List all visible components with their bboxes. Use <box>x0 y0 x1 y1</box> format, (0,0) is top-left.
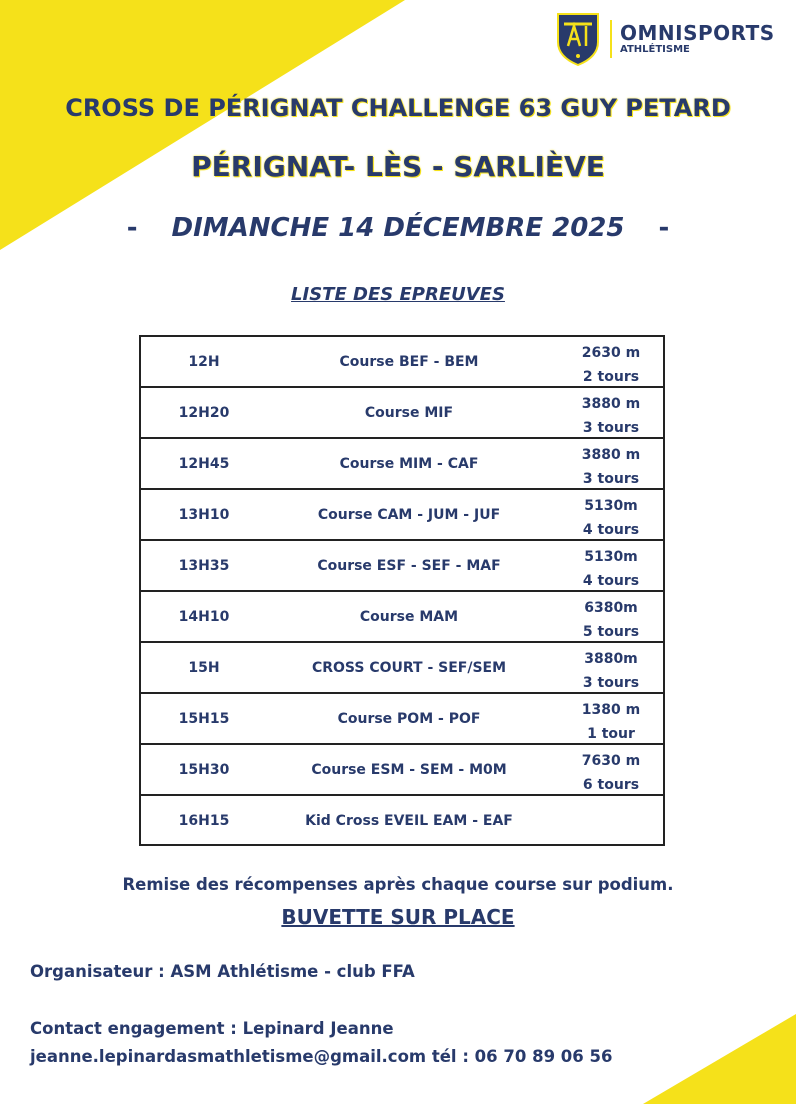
events-table <box>139 335 665 846</box>
event-distance-cell <box>559 596 663 644</box>
event-race: Course MIM - CAF <box>339 456 479 472</box>
logo-line2: ATHLÉTISME <box>620 44 690 55</box>
logo-text <box>620 22 775 56</box>
event-laps: 3 tours <box>582 420 640 436</box>
table-row <box>141 388 663 439</box>
event-race: Course POM - POF <box>337 711 481 727</box>
yellow-corner-bottom-right <box>643 1014 796 1104</box>
event-distance: 3880 m <box>581 396 641 412</box>
event-distance-cell <box>559 392 663 440</box>
event-distance: 3880m <box>584 651 638 667</box>
event-race: CROSS COURT - SEF/SEM <box>311 660 507 676</box>
event-distance-cell <box>559 647 663 695</box>
event-distance: 6380m <box>584 600 638 616</box>
event-laps: 4 tours <box>582 522 640 538</box>
organizer-info: Organisateur : ASM Athlétisme - club FFA <box>30 962 415 981</box>
asm-shield-icon <box>556 12 600 66</box>
date-dash-right: - <box>658 213 670 243</box>
event-distance: 5130m <box>584 549 638 565</box>
contact-details: jeanne.lepinardasmathletisme@gmail.com tél : 06 70 89 06 56 <box>30 1047 613 1066</box>
event-time: 12H20 <box>178 405 230 421</box>
table-row <box>141 592 663 643</box>
table-row <box>141 796 663 846</box>
event-laps: 3 tours <box>582 675 640 691</box>
event-date <box>0 213 796 243</box>
table-row <box>141 694 663 745</box>
event-time: 15H <box>188 660 220 676</box>
event-laps: 6 tours <box>582 777 640 793</box>
event-distance-cell <box>559 545 663 593</box>
event-distance-cell <box>559 698 663 746</box>
event-laps: 1 tour <box>587 726 635 742</box>
event-distance: 2630 m <box>581 345 641 361</box>
event-race: Kid Cross EVEIL EAM - EAF <box>305 813 513 829</box>
logo-line1: OMNISPORTS <box>620 21 775 45</box>
buvette-note: BUVETTE SUR PLACE <box>281 905 515 929</box>
event-time: 13H10 <box>178 507 230 523</box>
event-time: 14H10 <box>178 609 230 625</box>
event-title: CROSS DE PÉRIGNAT CHALLENGE 63 GUY PETARD <box>65 94 731 122</box>
event-time: 12H45 <box>178 456 230 472</box>
event-race: Course ESF - SEF - MAF <box>317 558 501 574</box>
event-time: 15H30 <box>178 762 230 778</box>
contact-name: Contact engagement : Lepinard Jeanne <box>30 1019 394 1038</box>
table-row <box>141 745 663 796</box>
event-distance: 1380 m <box>581 702 641 718</box>
event-time: 16H15 <box>178 813 230 829</box>
date-text: DIMANCHE 14 DÉCEMBRE 2025 <box>171 213 625 243</box>
event-distance: 3880 m <box>581 447 641 463</box>
event-race: Course CAM - JUM - JUF <box>317 507 501 523</box>
event-time: 15H15 <box>178 711 230 727</box>
event-time: 12H <box>188 354 220 370</box>
table-row <box>141 337 663 388</box>
table-row <box>141 490 663 541</box>
date-dash-left: - <box>126 213 138 243</box>
event-time: 13H35 <box>178 558 230 574</box>
event-distance-cell <box>559 749 663 797</box>
event-race: Course MIF <box>364 405 454 421</box>
list-title: LISTE DES EPREUVES <box>291 284 505 305</box>
event-distance-cell <box>559 443 663 491</box>
event-distance-cell <box>559 341 663 389</box>
event-distance: 7630 m <box>581 753 641 769</box>
event-laps: 3 tours <box>582 471 640 487</box>
awards-note: Remise des récompenses après chaque course sur podium. <box>122 875 674 894</box>
club-logo <box>556 12 775 66</box>
event-race: Course MAM <box>359 609 459 625</box>
table-row <box>141 541 663 592</box>
event-location: PÉRIGNAT- LÈS - SARLIÈVE <box>191 150 605 183</box>
event-race: Course BEF - BEM <box>339 354 479 370</box>
table-row <box>141 643 663 694</box>
event-distance: 5130m <box>584 498 638 514</box>
table-row <box>141 439 663 490</box>
event-laps: 2 tours <box>582 369 640 385</box>
logo-separator <box>610 20 612 58</box>
event-race: Course ESM - SEM - M0M <box>311 762 507 778</box>
event-laps: 4 tours <box>582 573 640 589</box>
event-laps: 5 tours <box>582 624 640 640</box>
event-distance-cell <box>559 494 663 542</box>
